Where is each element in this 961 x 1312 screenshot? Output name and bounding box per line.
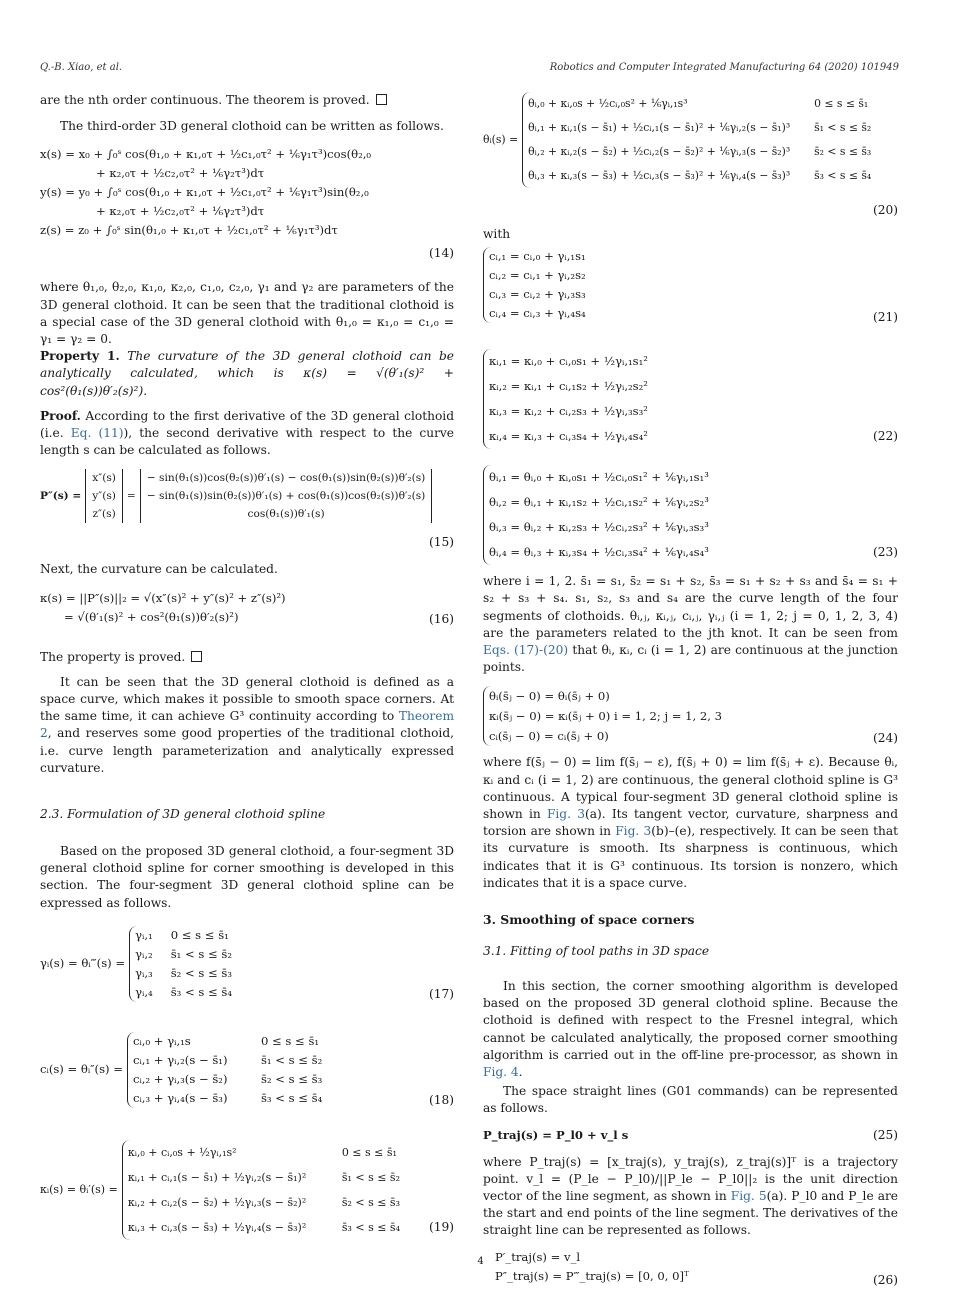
case-expression: κᵢ,₂ + cᵢ,₂(s − s̄₂) + ½γᵢ,₃(s − s̄₂)² [127, 1195, 307, 1209]
case-condition: s̄₂ < s ≤ s̄₃ [341, 1195, 400, 1209]
case-condition: s̄₃ < s ≤ s̄₄ [341, 1220, 400, 1234]
text: , and reserves some good properties of the traditional clothoid, i.e. curve length parameterization and analytically expressed curvature. [40, 726, 454, 775]
system-row: cᵢ,₂ = cᵢ,₁ + γᵢ,₂s₂ [489, 268, 586, 283]
section-heading-2-3: 2.3. Formulation of 3D general clothoid spline [40, 807, 326, 822]
system-row: θᵢ,₁ = θᵢ,₀ + κᵢ,₀s₁ + ½cᵢ,₀s₁² + ⅙γᵢ,₁s₁³ [489, 470, 709, 485]
equation-line: = √(θ′₁(s)² + cos²(θ₁(s))θ′₂(s)²) [64, 609, 239, 624]
equation-19 [40, 1140, 454, 1240]
case-expression: θᵢ,₀ + κᵢ,₀s + ½cᵢ,₀s² + ⅙γᵢ,₁s³ [528, 97, 688, 110]
equation-line: y(s) = y₀ + ∫₀ˢ cos(θ₁,₀ + κ₁,₀τ + ½c₁,₀τ² + ⅙γ₁τ³)sin(θ₂,₀ [40, 185, 369, 200]
case-condition: s̄₃ < s ≤ s̄₄ [260, 1090, 323, 1105]
text: where i = 1, 2. s̄₁ = s₁, s̄₂ = s₁ + s₂, s̄₃ = s₁ + s₂ + s₃ and s̄₄ = s₁ + s₂ + s₃ + s₄. s₁, s₂, s₃ and s₄ are the curve length of the four segments of clothoids. θᵢ,ⱼ, κᵢ,ⱼ, cᵢ,ⱼ, γᵢ,ⱼ (i = 1, 2; j = 0, 1, 2, 3, 4) are the parameters related to the jth knot. It can be seen from [483, 574, 898, 640]
equation-24 [483, 686, 898, 748]
case-condition: s̄₁ < s ≤ s̄₂ [170, 946, 233, 961]
text: ), the second derivative with respect to the curve length s can be calculated as follows. [40, 426, 455, 458]
text: that θᵢ, κᵢ, cᵢ (i = 1, 2) are continuous at the junction points. [483, 643, 899, 675]
property-text: The curvature of the 3D general clothoid can be analytically calculated, which is κ(s) = √(θ′₁(s)² + cos²(θ₁(s))θ′₂(s)²). [40, 349, 455, 398]
system-row: θᵢ(s̄ⱼ − 0) = θᵢ(s̄ⱼ + 0) [489, 689, 610, 704]
equation-number: (20) [872, 203, 898, 217]
section-heading-3-1: 3.1. Fitting of tool paths in 3D space [483, 944, 710, 959]
property-statement [40, 348, 454, 400]
equation-23 [483, 465, 898, 565]
equation-lhs: P″(s) = [40, 490, 82, 503]
case-condition: s̄₁ < s ≤ s̄₂ [814, 121, 872, 134]
case-expression: cᵢ,₃ + γᵢ,₄(s − s̄₃) [132, 1090, 228, 1105]
system-row: κᵢ,₃ = κᵢ,₂ + cᵢ,₂s₃ + ½γᵢ,₃s₃² [489, 404, 648, 419]
matrix-cell: − sin(θ₁(s))cos(θ₂(s))θ′₁(s) − cos(θ₁(s))sin(θ₂(s))θ′₂(s) [146, 472, 426, 485]
text: where P_traj(s) = [x_traj(s), y_traj(s), z_traj(s)]ᵀ is a trajectory point. v_l = (P_le − P_l0)/||P_le − P_l0||₂ is the unit direction vector of the line segment, as shown in [483, 1154, 898, 1204]
system-row: cᵢ,₄ = cᵢ,₃ + γᵢ,₄s₄ [489, 306, 586, 321]
running-header-authors: Q.-B. Xiao, et al. [40, 62, 123, 73]
equation-number: (17) [428, 986, 454, 1001]
case-expression: cᵢ,₁ + γᵢ,₂(s − s̄₁) [132, 1052, 228, 1067]
system-row: κᵢ(s̄ⱼ − 0) = κᵢ(s̄ⱼ + 0) i = 1, 2; j = 1, 2, 3 [489, 709, 723, 724]
equation-21 [483, 247, 898, 327]
qed-square-icon [376, 94, 387, 105]
equation-lhs: γᵢ(s) = θᵢ‴(s) = [40, 956, 126, 971]
text: (b)–(e), respectively. It can be seen that its curvature is smooth. Its sharpness is continuous, which indicates that it is G³ continuous. Its torsion is nonzero, which indicates that it is a space curve. [483, 824, 898, 890]
case-condition: 0 ≤ s ≤ s̄₁ [341, 1145, 397, 1159]
equation-line: κ(s) = ||P″(s)||₂ = √(x″(s)² + y″(s)² + z″(s)²) [40, 590, 286, 605]
text: . [518, 1065, 523, 1080]
equation-number: (26) [872, 1272, 898, 1287]
paragraph [483, 1154, 898, 1240]
fig-4-link[interactable]: Fig. 4 [483, 1065, 519, 1080]
matrix-cell: z″(s) [92, 508, 116, 521]
case-condition: 0 ≤ s ≤ s̄₁ [260, 1033, 320, 1048]
system-row: θᵢ,₃ = θᵢ,₂ + κᵢ,₂s₃ + ½cᵢ,₂s₃² + ⅙γᵢ,₃s₃³ [489, 520, 709, 535]
equation-18 [40, 1032, 454, 1114]
system-row: cᵢ(s̄ⱼ − 0) = cᵢ(s̄ⱼ + 0) [489, 729, 609, 744]
equation-line: + κ₂,₀τ + ½c₂,₀τ² + ⅙γ₂τ³)dτ [96, 204, 265, 219]
equation-number: (16) [428, 611, 454, 626]
theorem-2-link[interactable]: Theorem 2 [40, 709, 454, 741]
system-row: θᵢ,₄ = θᵢ,₃ + κᵢ,₃s₄ + ½cᵢ,₃s₄² + ⅙γᵢ,₄s₄³ [489, 545, 709, 560]
equation-number: (25) [872, 1127, 898, 1142]
paragraph: with [483, 227, 511, 241]
piecewise-brace [129, 926, 232, 1002]
text: (a). Its tangent vector, curvature, sharpness and torsion are shown in [483, 807, 899, 839]
text: (a). P_l0 and P_le are the start and end points of the line segment. The derivatives of the straight line can be represented as follows. [483, 1189, 899, 1238]
equation-16 [40, 589, 454, 637]
case-condition: s̄₂ < s ≤ s̄₃ [170, 965, 233, 980]
case-condition: s̄₃ < s ≤ s̄₄ [170, 984, 233, 999]
equation-line: z(s) = z₀ + ∫₀ˢ sin(θ₁,₀ + κ₁,₀τ + ½c₁,₀τ² + ⅙γ₁τ³)dτ [40, 223, 338, 238]
qed-square-icon [191, 651, 202, 662]
property-label: Property 1. [40, 349, 120, 364]
case-expression: γᵢ,₁ [135, 927, 153, 942]
paragraph: Based on the proposed 3D general clothoid, a four-segment 3D general clothoid spline for corner smoothing is developed in this section. The four-segment 3D general clothoid spline can be expressed as follows. [40, 844, 454, 910]
equation-line: + κ₂,₀τ + ½c₂,₀τ² + ⅙γ₂τ³)dτ [96, 166, 265, 181]
paragraph: Next, the curvature can be calculated. [40, 562, 278, 577]
piecewise-brace [122, 1140, 400, 1240]
piecewise-brace [127, 1032, 322, 1108]
system-row: κᵢ,₄ = κᵢ,₃ + cᵢ,₃s₄ + ½γᵢ,₄s₄² [489, 429, 648, 444]
paragraph: The third-order 3D general clothoid can be written as follows. [60, 119, 444, 134]
system-row: κᵢ,₁ = κᵢ,₀ + cᵢ,₀s₁ + ½γᵢ,₁s₁² [489, 354, 648, 369]
case-expression: θᵢ,₃ + κᵢ,₃(s − s̄₃) + ½cᵢ,₃(s − s̄₃)² + ⅙γᵢ,₄(s − s̄₃)³ [528, 169, 791, 182]
case-expression: θᵢ,₂ + κᵢ,₂(s − s̄₂) + ½cᵢ,₂(s − s̄₂)² + ⅙γᵢ,₃(s − s̄₂)³ [528, 145, 791, 158]
equation-number: (21) [872, 310, 898, 325]
equation-lhs: κᵢ(s) = θᵢ′(s) = [40, 1183, 118, 1197]
system-brace [483, 349, 648, 449]
piecewise-brace [522, 92, 871, 188]
system-brace [483, 465, 709, 565]
eqs-17-20-link[interactable]: Eqs. (17)-(20) [483, 643, 569, 658]
system-brace [483, 247, 586, 323]
equation-25 [483, 1126, 898, 1146]
equation-number: (14) [428, 246, 454, 261]
paragraph: The space straight lines (G01 commands) can be represented as follows. [483, 1084, 898, 1116]
case-expression: γᵢ,₃ [135, 965, 153, 980]
equation-17 [40, 926, 454, 1008]
fig-5-link[interactable]: Fig. 5 [730, 1189, 767, 1204]
equation-lhs: θᵢ(s) = [483, 133, 519, 146]
text: In this section, the corner smoothing algorithm is developed based on the proposed 3D general clothoid spline. Because the clothoid is defined with respect to the Fresnel integral, which cannot be calculated analytically, the proposed corner smoothing algorithm is carried out in the off-line pre-processor, as shown in [483, 979, 898, 1062]
case-condition: s̄₃ < s ≤ s̄₄ [814, 169, 872, 182]
vector-matrix [85, 469, 123, 523]
rhs-matrix [140, 469, 432, 523]
system-brace [483, 686, 722, 746]
matrix-cell: y″(s) [92, 490, 116, 503]
equation-22 [483, 349, 898, 449]
equation-number: (18) [428, 1092, 454, 1107]
equation-number: (22) [872, 429, 898, 444]
system-row: cᵢ,₃ = cᵢ,₂ + γᵢ,₃s₃ [489, 287, 586, 302]
text: It can be seen that the 3D general clothoid is defined as a space curve, which makes it possible to smooth space corners. At the same time, it can achieve G³ continuity according to [40, 674, 454, 724]
paragraph [483, 754, 898, 892]
text: The property is proved. [40, 649, 186, 664]
page-number: 4 [477, 1256, 484, 1267]
case-condition: 0 ≤ s ≤ s̄₁ [814, 97, 869, 110]
case-expression: κᵢ,₁ + cᵢ,₁(s − s̄₁) + ½γᵢ,₂(s − s̄₁)² [127, 1170, 307, 1184]
section-heading-3: 3. Smoothing of space corners [483, 912, 695, 928]
case-expression: κᵢ,₀ + cᵢ,₀s + ½γᵢ,₁s² [127, 1145, 237, 1159]
case-condition: s̄₁ < s ≤ s̄₂ [341, 1170, 400, 1184]
left-column [40, 92, 454, 1240]
text: where f(s̄ⱼ − 0) = lim f(s̄ⱼ − ε), f(s̄ⱼ + 0) = lim f(s̄ⱼ + ε). Because θᵢ, κᵢ and cᵢ (i = 1, 2) are continuous, the general clothoid spline is G³ continuous. A typical four-segment 3D general clothoid spline is shown in [483, 755, 898, 822]
case-expression: cᵢ,₂ + γᵢ,₃(s − s̄₂) [132, 1071, 228, 1086]
equation-line: P_traj(s) = P_l0 + v_l s [483, 1127, 629, 1142]
case-condition: s̄₁ < s ≤ s̄₂ [260, 1052, 323, 1067]
equation-20 [483, 92, 898, 222]
system-row: θᵢ,₂ = θᵢ,₁ + κᵢ,₁s₂ + ½cᵢ,₁s₂² + ⅙γᵢ,₂s₂³ [489, 495, 709, 510]
paragraph: where θ₁,₀, θ₂,₀, κ₁,₀, κ₂,₀, c₁,₀, c₂,₀, γ₁ and γ₂ are parameters of the 3D general clothoid. It can be seen that the traditional clothoid is a special case of the 3D general clothoid with θ₁,₀ = κ₁,₀ = c₁,₀ = γ₁ = γ₂ = 0. [40, 280, 454, 347]
case-expression: γᵢ,₂ [135, 946, 153, 961]
paragraph [483, 573, 898, 676]
equation-lhs: cᵢ(s) = θᵢ″(s) = [40, 1062, 123, 1077]
case-condition: 0 ≤ s ≤ s̄₁ [170, 927, 229, 942]
case-condition: s̄₂ < s ≤ s̄₃ [260, 1071, 323, 1086]
case-expression: κᵢ,₃ + cᵢ,₃(s − s̄₃) + ½γᵢ,₄(s − s̄₃)² [127, 1220, 307, 1234]
fig-3-link[interactable]: Fig. 3 [615, 824, 652, 839]
equation-number: (23) [872, 545, 898, 560]
case-expression: θᵢ,₁ + κᵢ,₁(s − s̄₁) + ½cᵢ,₁(s − s̄₁)² + ⅙γᵢ,₂(s − s̄₁)³ [528, 121, 791, 134]
paragraph [483, 978, 898, 1081]
running-header-journal: Robotics and Computer Integrated Manufacturing 64 (2020) 101949 [549, 62, 899, 73]
eq-11-link[interactable]: Eq. (11) [70, 426, 124, 441]
system-row: cᵢ,₁ = cᵢ,₀ + γᵢ,₁s₁ [489, 249, 586, 264]
equation-26 [483, 1248, 898, 1290]
equation-number: (15) [428, 535, 454, 550]
case-expression: γᵢ,₄ [135, 984, 153, 999]
equation-number: (19) [428, 1219, 454, 1234]
matrix-cell: cos(θ₁(s))θ′₁(s) [247, 508, 325, 521]
case-expression: cᵢ,₀ + γᵢ,₁s [132, 1033, 191, 1048]
matrix-cell: x″(s) [92, 472, 116, 485]
text: According to the first derivative of the 3D general clothoid (i.e. [40, 408, 454, 441]
equation-15: P″(s) = x″(s) y″(s) z″(s) = − sin(θ₁(s))cos(θ₂(s))θ′₁(s) − cos(θ₁(s))sin(θ₂(s))θ′₂(s) − sin(θ₁(s))sin(θ₂(s))θ′₁(s) + cos(θ₁(s))cos(θ₂(s))θ′₂(s) cos(θ₁(s))θ′₁(s) (15) [40, 469, 454, 551]
equation-14 [40, 145, 454, 273]
system-row: κᵢ,₂ = κᵢ,₁ + cᵢ,₁s₂ + ½γᵢ,₂s₂² [489, 379, 648, 394]
equation-number: (24) [872, 731, 898, 746]
right-column [483, 92, 898, 1290]
matrix-cell: − sin(θ₁(s))sin(θ₂(s))θ′₁(s) + cos(θ₁(s))cos(θ₂(s))θ′₂(s) [146, 490, 426, 503]
fig-3-link[interactable]: Fig. 3 [546, 807, 585, 822]
paragraph [40, 674, 454, 777]
paragraph [40, 649, 454, 666]
proof-label: Proof. [40, 408, 81, 423]
paragraph: are the nth order continuous. The theorem is proved. [40, 92, 454, 109]
proof-paragraph [40, 408, 454, 460]
equation-line: P″_traj(s) = P‴_traj(s) = [0, 0, 0]ᵀ [495, 1268, 689, 1283]
equation-line: x(s) = x₀ + ∫₀ˢ cos(θ₁,₀ + κ₁,₀τ + ½c₁,₀τ² + ⅙γ₁τ³)cos(θ₂,₀ [40, 147, 372, 162]
case-condition: s̄₂ < s ≤ s̄₃ [814, 145, 872, 158]
equation-line: P′_traj(s) = v_l [495, 1249, 581, 1264]
